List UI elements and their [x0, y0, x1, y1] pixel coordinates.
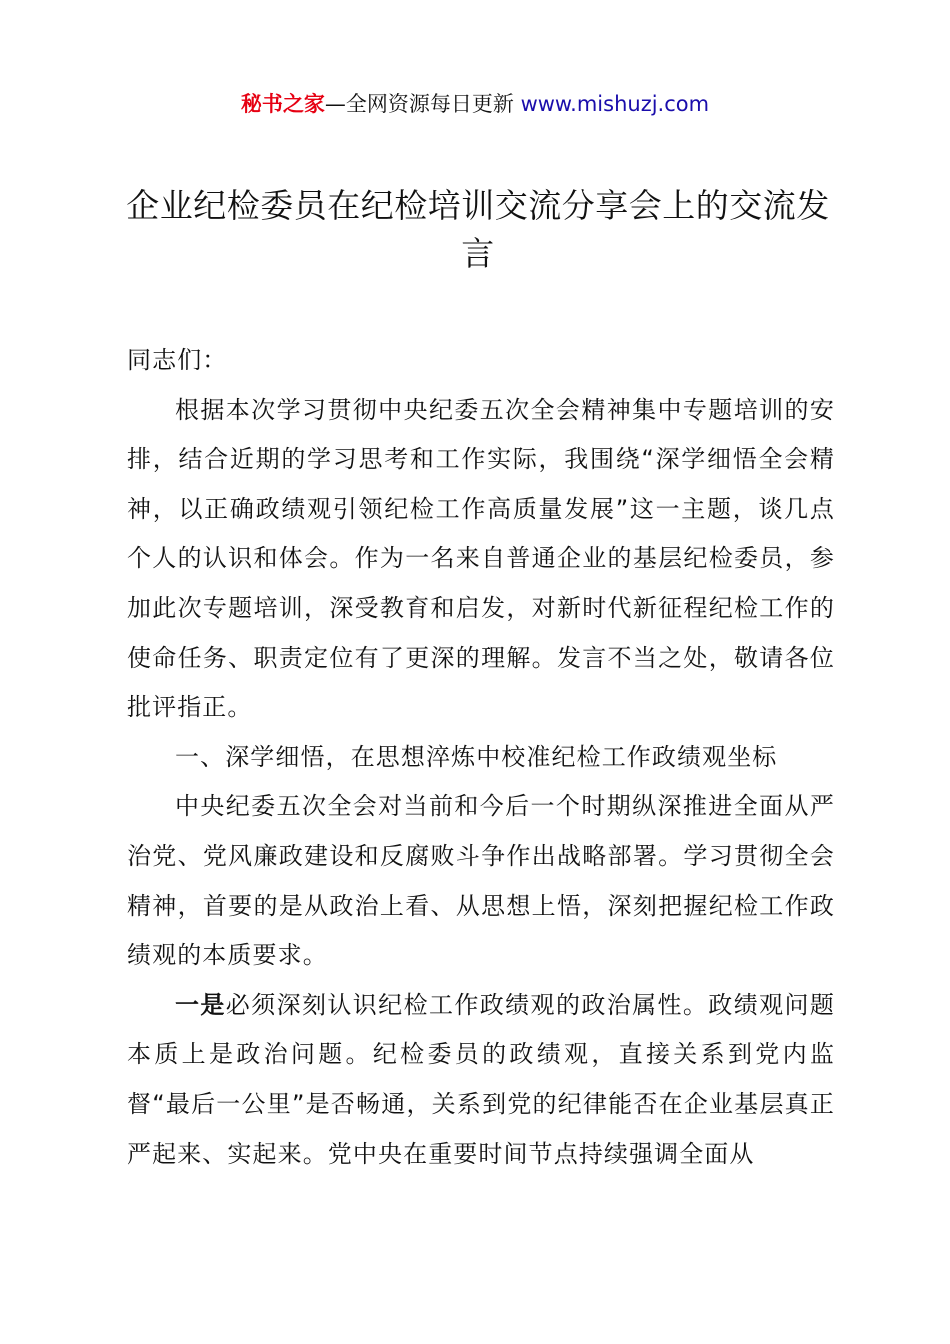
site-url-link[interactable]: www.mishuzj.com	[520, 92, 710, 116]
section-heading: 一、深学细悟，在思想淬炼中校准纪检工作政绩观坐标	[175, 742, 778, 771]
point-text: 必须深刻认识纪检工作政绩观的政治属性。政绩观问题本质上是政治问题。纪检委员的政绩观，直接关系到党内监督“最后一公里”是否畅通，关系到党的纪律能否在企业基层真正严起来、实起来。党中央在重要时间节点持续强调全面从	[127, 990, 835, 1168]
site-header	[0, 88, 950, 120]
document-body	[127, 336, 835, 1179]
document-title: 企业纪检委员在纪检培训交流分享会上的交流发言	[126, 186, 830, 273]
salutation: 同志们：	[127, 346, 228, 374]
body-paragraph	[127, 981, 835, 1179]
point-lead: 一是	[175, 990, 226, 1019]
body-paragraph: 中央纪委五次全会对当前和今后一个时期纵深推进全面从严治党、党风廉政建设和反腐败斗争作出战略部署。学习贯彻全会精神，首要的是从政治上看、从思想上悟，深刻把握纪检工作政绩观的本质要求。	[127, 792, 835, 970]
body-paragraph: 根据本次学习贯彻中央纪委五次全会精神集中专题培训的安排，结合近期的学习思考和工作实际，我围绕“深学细悟全会精神，以正确政绩观引领纪检工作高质量发展”这一主题，谈几点个人的认识和体会。作为一名来自普通企业的基层纪检委员，参加此次专题培训，深受教育和启发，对新时代新征程纪检工作的使命任务、职责定位有了更深的理解。发言不当之处，敬请各位批评指正。	[127, 395, 835, 722]
site-brand: 秘书之家	[240, 92, 325, 116]
site-tagline: —全网资源每日更新	[324, 92, 521, 116]
